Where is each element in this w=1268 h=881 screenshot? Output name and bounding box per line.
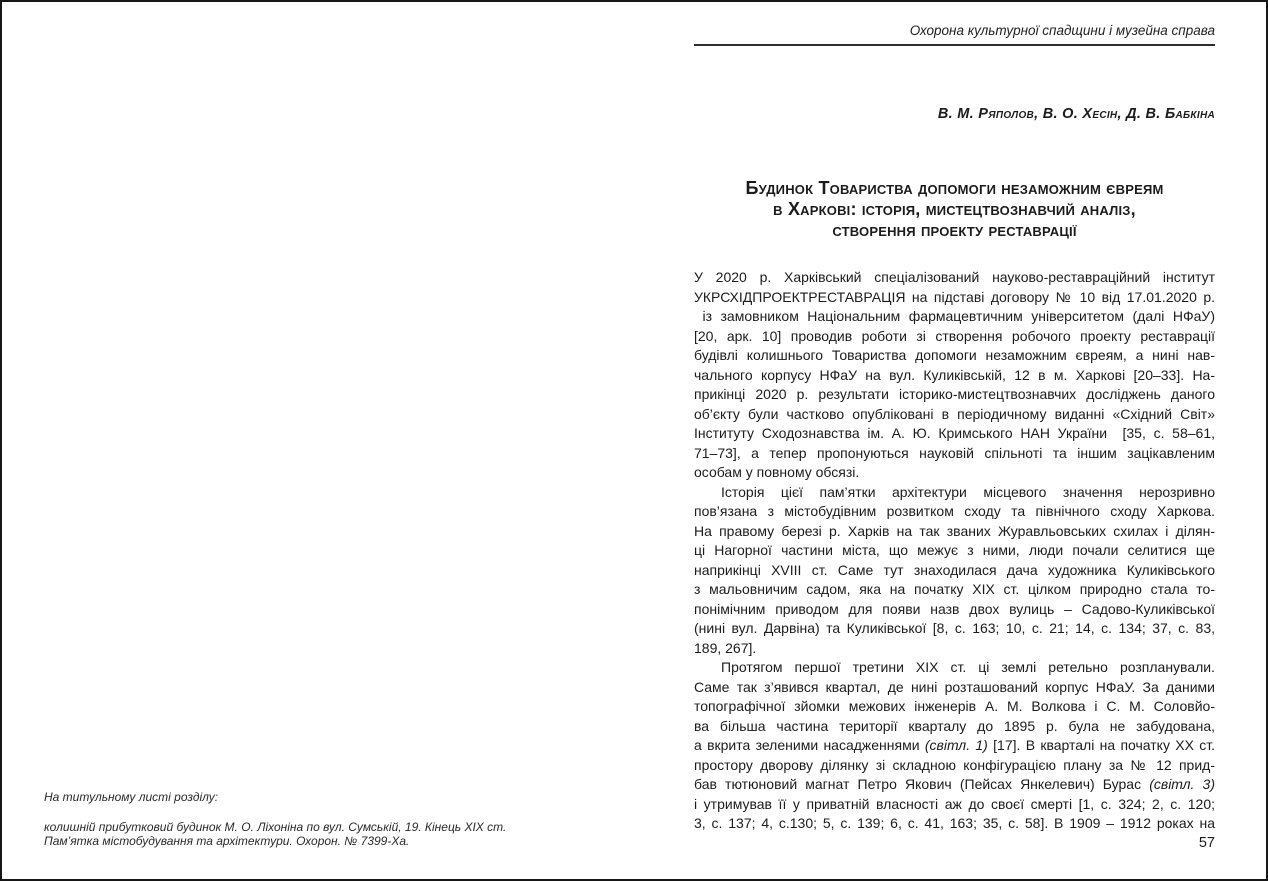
body-line: простору дворову ділянку зі складною конфігурацією плану за № 12 прид-: [694, 756, 1215, 773]
body-segment: бав тютюновий магнат Петро Якович (Пейсах Янкелевич) Бурас: [694, 776, 1150, 792]
body-line: понімічним приводом для появи назв двох вулиць – Садово-Куликівської: [694, 600, 1215, 617]
body-line: ва більша частина території кварталу до 1895 р. була не забудована,: [694, 717, 1215, 734]
body-line: Протягом першої третини XIX ст. ці землі ретельно розпланували.: [721, 659, 1215, 675]
page-number: 57: [1198, 835, 1215, 851]
body-line: з мальовничим садом, яка на початку XIX ст. цілком природно стала то-: [694, 581, 1215, 597]
title-line: Будинок Товариства допомоги незаможним євреям: [745, 178, 1164, 198]
body-line: будівлі колишнього Товариства допомоги незаможним євреям, а нині нав-: [694, 347, 1215, 363]
footnote-line: колишній прибутковий будинок М. О. Ліхоніна по вул. Сумській, 19. Кінець XIX ст.: [44, 819, 507, 834]
body-line: 189, 267].: [694, 639, 757, 656]
body-segment: а вкрита зеленими насадженнями: [694, 737, 925, 753]
body-line: особам у повному обсязі.: [694, 464, 860, 480]
body-segment: [17]. В кварталі на початку XX ст.: [987, 737, 1215, 753]
title-line: в Харкові: історія, мистецтвознавчий аналіз,: [773, 199, 1136, 219]
title-line: створення проекту реставрації: [832, 220, 1077, 240]
body-line: чального корпусу НФаУ на вул. Куликівській, 12 в м. Харкові [20–33]. На-: [694, 366, 1215, 383]
section-footnote: [44, 790, 604, 849]
article-title: [694, 178, 1215, 241]
body-line: (нині вул. Дарвіна) та Куликівської [8, с. 163; 10, с. 21; 14, с. 134; 37, с. 83,: [694, 620, 1215, 636]
body-line: і утримував її у приватній власності аж до своєї смерті [1, с. 324; 2, с. 120;: [694, 795, 1215, 812]
running-head-text: Охорона культурної спадщини і музейна справа: [909, 23, 1215, 38]
footnote-line: Пам’ятка містобудування та архітектури. Охорон. № 7399-Ха.: [44, 834, 410, 848]
body-line: Історія цієї пам’ятки архітектури місцевого значення нерозривно: [721, 483, 1215, 500]
body-line: У 2020 р. Харківський спеціалізований науково-реставраційний інститут: [694, 269, 1215, 285]
authors-line: В. М. Ряполов, В. О. Хесін, Д. В. Бабкіна: [937, 106, 1215, 122]
body-line: топографічної зйомки межових інженерів А. М. Волкова і С. М. Соловйо-: [694, 698, 1215, 714]
footnote-intro: На титульному листі розділу:: [44, 790, 219, 804]
running-head: [694, 23, 1215, 46]
body-line: На правому березі р. Харків на так званих Журавльовських схилах і ділян-: [694, 522, 1215, 539]
body-line: наприкінці XVIII ст. Саме тут знаходилася дача художника Куликівського: [694, 561, 1215, 578]
body-line: 71–73], а тепер пропонуються науковій спільноті та іншим зацікавленим: [694, 444, 1215, 461]
body-line: [694, 736, 1215, 756]
body-line: [20, арк. 10] проводив роботи зі створення робочого проекту реставрації: [694, 327, 1215, 344]
body-line: УКРСХІДПРОЕКТРЕСТАВРАЦІЯ на підставі договору № 10 від 17.01.2020 р.: [694, 288, 1215, 305]
body-segment-italic: (світл. 3): [1149, 776, 1216, 792]
body-line: [694, 775, 1215, 795]
body-line: пов’язана з містобудівним розвитком сходу та північного сходу Харкова.: [694, 503, 1215, 519]
body-line: 3, с. 137; 4, с.130; 5, с. 139; 6, с. 41, 163; 35, с. 58]. В 1909 – 1912 роках на: [694, 815, 1215, 831]
article-body: [694, 268, 1215, 834]
body-line: об’єкту були частково опубліковані в періодичному виданні «Східний Світ»: [694, 405, 1215, 422]
body-line: Саме так з’явився квартал, де нині розташований корпус НФаУ. За даними: [694, 678, 1215, 695]
body-line: прикінці 2020 р. результати історико-мистецтвознавчих досліджень даного: [694, 386, 1215, 402]
body-line: із замовником Національним фармацевтичним університетом (далі НФаУ): [694, 308, 1215, 324]
body-line: Інституту Сходознавства ім. А. Ю. Кримського НАН України [35, с. 58–61,: [694, 425, 1215, 441]
body-line: ці Нагорної частини міста, що межує з ними, люди почали селитися ще: [694, 542, 1215, 558]
body-segment-italic: (світл. 1): [924, 737, 988, 753]
